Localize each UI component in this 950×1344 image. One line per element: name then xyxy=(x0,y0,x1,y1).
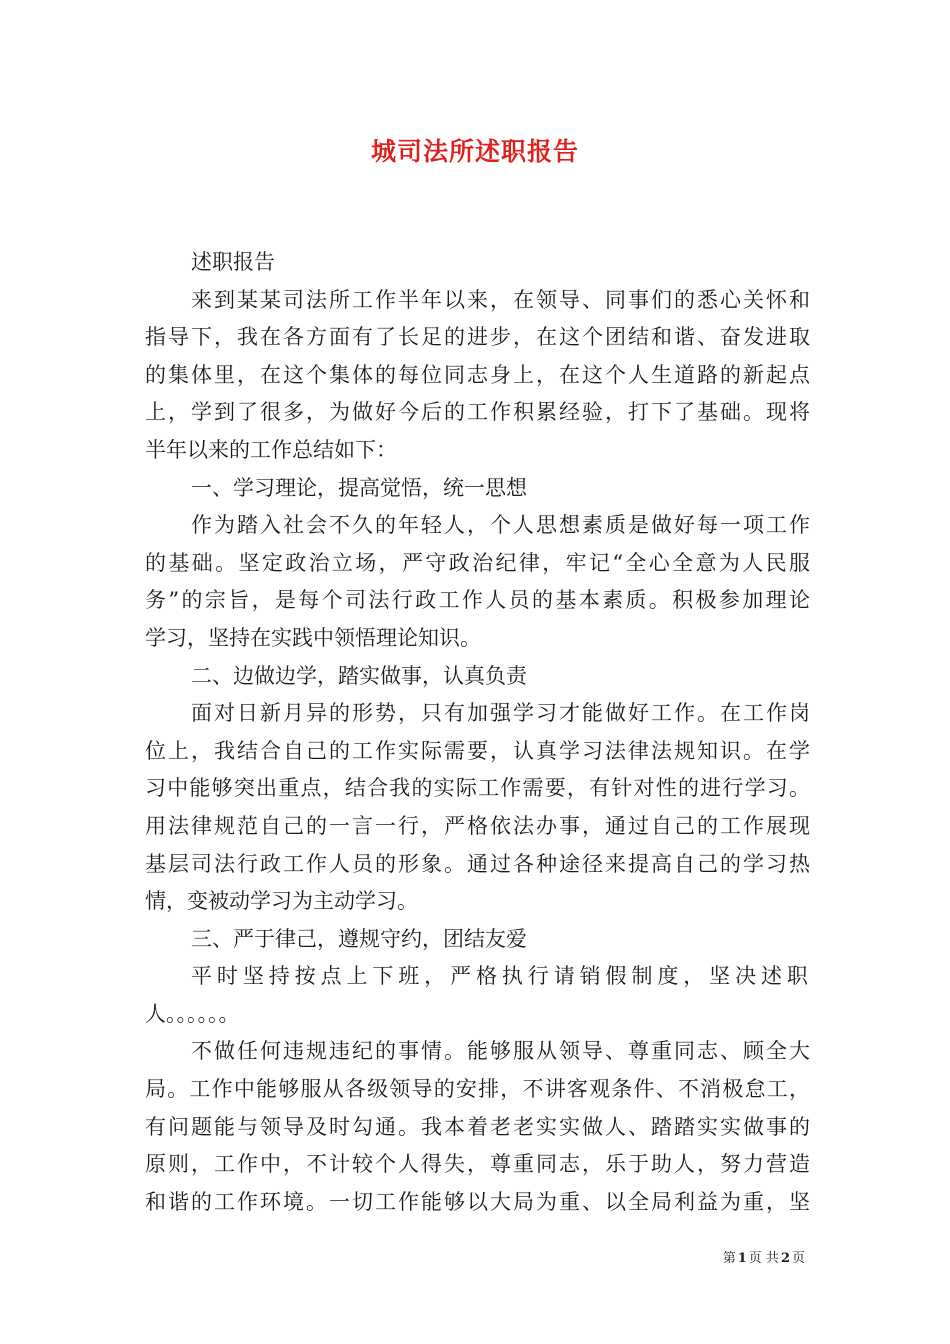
body-line: 学习，坚持在实践中领悟理论知识。 xyxy=(145,625,481,650)
body-line: 指导下，我在各方面有了长足的进步，在这个团结和谐、奋发进取 xyxy=(145,325,810,350)
body-line: 面对日新月异的形势，只有加强学习才能做好工作。在工作岗 xyxy=(191,701,810,726)
document-title: 城司法所述职报告 xyxy=(370,137,579,166)
footer-prefix: 第 xyxy=(722,1251,736,1266)
body-line: 不做任何违规违纪的事情。能够服从领导、尊重同志、顾全大 xyxy=(191,1039,810,1064)
body-line: 作为踏入社会不久的年轻人，个人思想素质是做好每一项工作 xyxy=(191,513,810,538)
body-line: 来到某某司法所工作半年以来，在领导、同事们的悉心关怀和 xyxy=(191,287,810,312)
body-line: 二、边做边学，踏实做事，认真负责 xyxy=(191,663,527,688)
body-line: 原则，工作中，不计较个人得失，尊重同志，乐于助人，努力营造 xyxy=(145,1152,810,1177)
body-line: 和谐的工作环境。一切工作能够以大局为重、以全局利益为重，坚 xyxy=(145,1189,810,1214)
footer-total-pages: 2 xyxy=(780,1251,790,1266)
body-line: 述职报告 xyxy=(191,250,275,274)
body-line: 的集体里，在这个集体的每位同志身上，在这个人生道路的新起点 xyxy=(145,362,810,387)
body-line: 三、严于律己，遵规守约，团结友爱 xyxy=(191,926,527,951)
footer-current-page: 1 xyxy=(737,1251,747,1266)
body-line: 平时坚持按点上下班，严格执行请销假制度，坚决述职 xyxy=(191,964,810,989)
body-line: 用法律规范自己的一言一行，严格依法办事，通过自己的工作展现 xyxy=(145,813,810,838)
body-line: 的基础。坚定政治立场，严守政治纪律，牢记“全心全意为人民服 xyxy=(145,550,810,575)
body-line: 局。工作中能够服从各级领导的安排，不讲客观条件、不消极怠工， xyxy=(145,1077,810,1102)
body-line: 情，变被动学习为主动学习。 xyxy=(145,889,418,914)
page-footer xyxy=(723,1247,805,1266)
document-body xyxy=(145,244,810,1221)
body-line: 位上，我结合自己的工作实际需要，认真学习法律法规知识。在学 xyxy=(145,738,810,763)
body-line: 基层司法行政工作人员的形象。通过各种途径来提高自己的学习热 xyxy=(145,851,810,876)
body-line: 上，学到了很多，为做好今后的工作积累经验，打下了基础。现将 xyxy=(145,400,810,425)
body-line: 人。。。。。。 xyxy=(145,1001,240,1026)
footer-middle: 页 共 xyxy=(748,1251,779,1266)
body-line: 半年以来的工作总结如下： xyxy=(145,437,397,462)
body-line: 有问题能与领导及时勾通。我本着老老实实做人、踏踏实实做事的 xyxy=(145,1114,810,1139)
body-line: 一、学习理论，提高觉悟，统一思想 xyxy=(191,475,527,500)
footer-suffix: 页 xyxy=(791,1251,805,1266)
body-line: 务”的宗旨，是每个司法行政工作人员的基本素质。积极参加理论 xyxy=(145,588,810,613)
body-line: 习中能够突出重点，结合我的实际工作需要，有针对性的进行学习。 xyxy=(145,776,810,801)
